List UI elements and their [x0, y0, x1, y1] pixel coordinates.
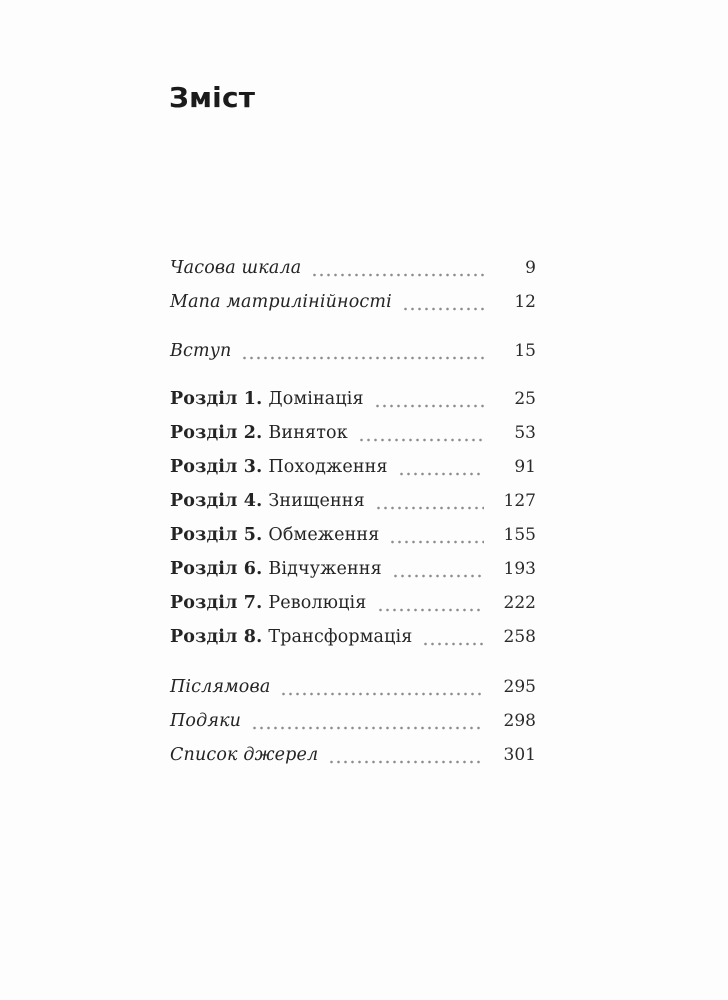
dotted-leader	[398, 457, 484, 477]
toc-entry-title: Походження	[268, 457, 388, 477]
toc-entry-row	[170, 745, 536, 765]
dotted-leader	[389, 525, 484, 545]
toc-entry-label: Подяки	[170, 711, 242, 731]
toc-entry-page: 155	[503, 525, 536, 545]
toc-entry-prefix: Розділ 2.	[170, 423, 263, 443]
toc-entry-row	[170, 457, 536, 477]
toc-entry-page: 91	[514, 457, 536, 477]
toc-entry-title: Знищення	[268, 491, 365, 511]
toc-entry-prefix: Розділ 4.	[170, 491, 263, 511]
dotted-leader	[375, 491, 484, 511]
dotted-leader	[392, 559, 484, 579]
toc-entry-label: Післямова	[170, 677, 271, 697]
toc-entry-prefix: Розділ 3.	[170, 457, 263, 477]
toc-entry-page: 301	[503, 745, 536, 765]
dotted-leader	[251, 711, 484, 731]
dotted-leader	[358, 423, 484, 443]
toc-entry-prefix: Розділ 8.	[170, 627, 263, 647]
toc-entry-page: 9	[525, 258, 536, 278]
toc-entry-title: Обмеження	[268, 525, 380, 545]
toc-entry-title: Виняток	[268, 423, 348, 443]
toc-entry-label	[170, 423, 348, 443]
toc-entry-row	[170, 593, 536, 613]
toc-entry-label: Мапа матрилінійності	[170, 292, 392, 312]
toc-entry-label	[170, 525, 379, 545]
dotted-leader	[311, 258, 484, 278]
toc-entry-row	[170, 341, 536, 361]
toc-entry-prefix: Розділ 1.	[170, 389, 263, 409]
toc-entry-prefix: Розділ 7.	[170, 593, 263, 613]
toc-entry-page: 25	[514, 389, 536, 409]
toc-list	[170, 258, 536, 779]
toc-entry-label	[170, 457, 388, 477]
dotted-leader	[280, 677, 484, 697]
toc-entry-page: 222	[503, 593, 536, 613]
toc-entry-row	[170, 389, 536, 409]
toc-entry-row	[170, 627, 536, 647]
toc-entry-prefix: Розділ 5.	[170, 525, 263, 545]
toc-entry-row	[170, 559, 536, 579]
dotted-leader	[328, 745, 484, 765]
page-title: Зміст	[169, 81, 256, 114]
toc-entry-page: 295	[503, 677, 536, 697]
toc-entry-row	[170, 677, 536, 697]
toc-entry-page: 12	[514, 292, 536, 312]
toc-entry-row	[170, 423, 536, 443]
toc-entry-page: 15	[514, 341, 536, 361]
toc-entry-label	[170, 627, 412, 647]
toc-entry-label: Часова шкала	[170, 258, 302, 278]
toc-entry-label: Список джерел	[170, 745, 319, 765]
dotted-leader	[241, 341, 484, 361]
toc-entry-row	[170, 711, 536, 731]
toc-entry-title: Відчуження	[268, 559, 382, 579]
dotted-leader	[374, 389, 484, 409]
toc-entry-prefix: Розділ 6.	[170, 559, 263, 579]
toc-entry-title: Революція	[268, 593, 367, 613]
toc-entry-row	[170, 525, 536, 545]
toc-entry-label	[170, 593, 367, 613]
toc-entry-label: Вступ	[170, 341, 232, 361]
toc-entry-page: 127	[503, 491, 536, 511]
dotted-leader	[402, 292, 484, 312]
toc-entry-row	[170, 491, 536, 511]
dotted-leader	[422, 627, 484, 647]
toc-entry-row	[170, 292, 536, 312]
toc-entry-label	[170, 559, 382, 579]
toc-entry-label	[170, 389, 364, 409]
toc-entry-page: 193	[503, 559, 536, 579]
toc-entry-label	[170, 491, 365, 511]
toc-entry-title: Трансформація	[268, 627, 413, 647]
toc-entry-page: 298	[503, 711, 536, 731]
toc-entry-page: 53	[514, 423, 536, 443]
toc-entry-row	[170, 258, 536, 278]
toc-entry-page: 258	[503, 627, 536, 647]
toc-entry-title: Домінація	[268, 389, 364, 409]
dotted-leader	[377, 593, 485, 613]
